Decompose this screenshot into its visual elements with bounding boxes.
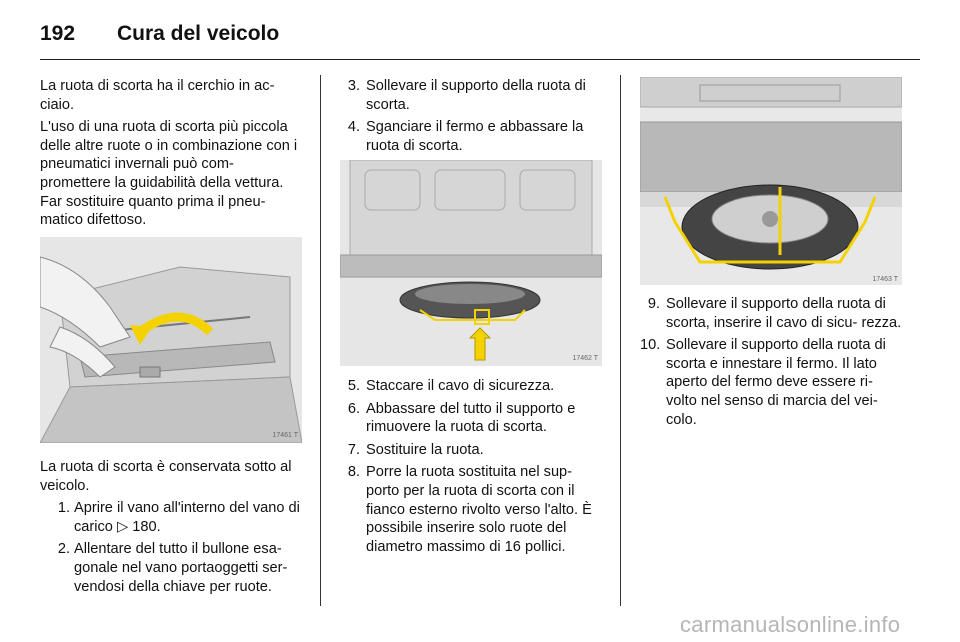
figure-code: 17463 T [872, 276, 898, 283]
paragraph: L'uso di una ruota di scorta più piccola delle altre ruote o in combinazione con i pneumatici invernali può com- promettere la guidabilità della vettura. Far sostituire quanto prima il pneu- matico difettoso. [40, 119, 298, 229]
column-3-lower [640, 295, 904, 433]
list-item: 1. Aprire il vano all'interno del vano di carico ▷ 180. [57, 500, 300, 535]
list-item: 5. Staccare il cavo di sicurezza. [347, 378, 555, 394]
column-1-lower [40, 458, 302, 600]
figure-code: 17461 T [272, 432, 298, 439]
figure-code: 17462 T [572, 355, 598, 362]
list-item: 7. Sostituire la ruota. [347, 441, 484, 458]
column-2-lower [340, 377, 602, 560]
list-item: 2. Allentare del tutto il bullone esa- gonale nel vano portaoggetti ser- vendosi della chiave per ruote. [57, 541, 288, 595]
column-divider [620, 75, 621, 606]
watermark: carmanualsonline.info [680, 612, 901, 637]
paragraph: La ruota di scorta ha il cerchio in ac- ciaio. [40, 78, 275, 113]
steps-list [340, 77, 602, 155]
list-item: 4. Sganciare il fermo e abbassare la ruota di scorta. [347, 119, 584, 154]
list-item: 6. Abbassare del tutto il supporto e rimuovere la ruota di scorta. [347, 400, 576, 436]
figure-spare-wheel-lowering [340, 160, 602, 366]
figure-trunk-cover [40, 237, 302, 443]
list-item: 3. Sollevare il supporto della ruota di scorta. [347, 78, 586, 113]
header-rule [40, 59, 920, 60]
list-item: 8. Porre la ruota sostituita nel sup- porto per la ruota di scorta con il fianco esterno rivolto verso l'alto. È possibile inserire solo ruote del diametro massimo di 16 pollici. [347, 464, 592, 555]
steps-list [50, 499, 302, 596]
column-1 [40, 77, 302, 234]
figure-spare-wheel-carrier [640, 77, 902, 285]
steps-list [340, 377, 602, 556]
page-number: 192 [40, 22, 76, 45]
steps-list [640, 295, 904, 429]
list-item: 9. Sollevare il supporto della ruota di scorta, inserire il cavo di sicu- rezza. [647, 296, 902, 331]
column-divider [320, 75, 321, 606]
page-title: Cura del veicolo [117, 22, 280, 45]
column-2 [340, 77, 602, 159]
paragraph: La ruota di scorta è conservata sotto al veicolo. [40, 459, 292, 494]
list-item: 10. Sollevare il supporto della ruota di scorta e innestare il fermo. Il lato aperto del fermo deve essere ri- volto nel senso di marcia del vei- colo. [640, 337, 886, 428]
